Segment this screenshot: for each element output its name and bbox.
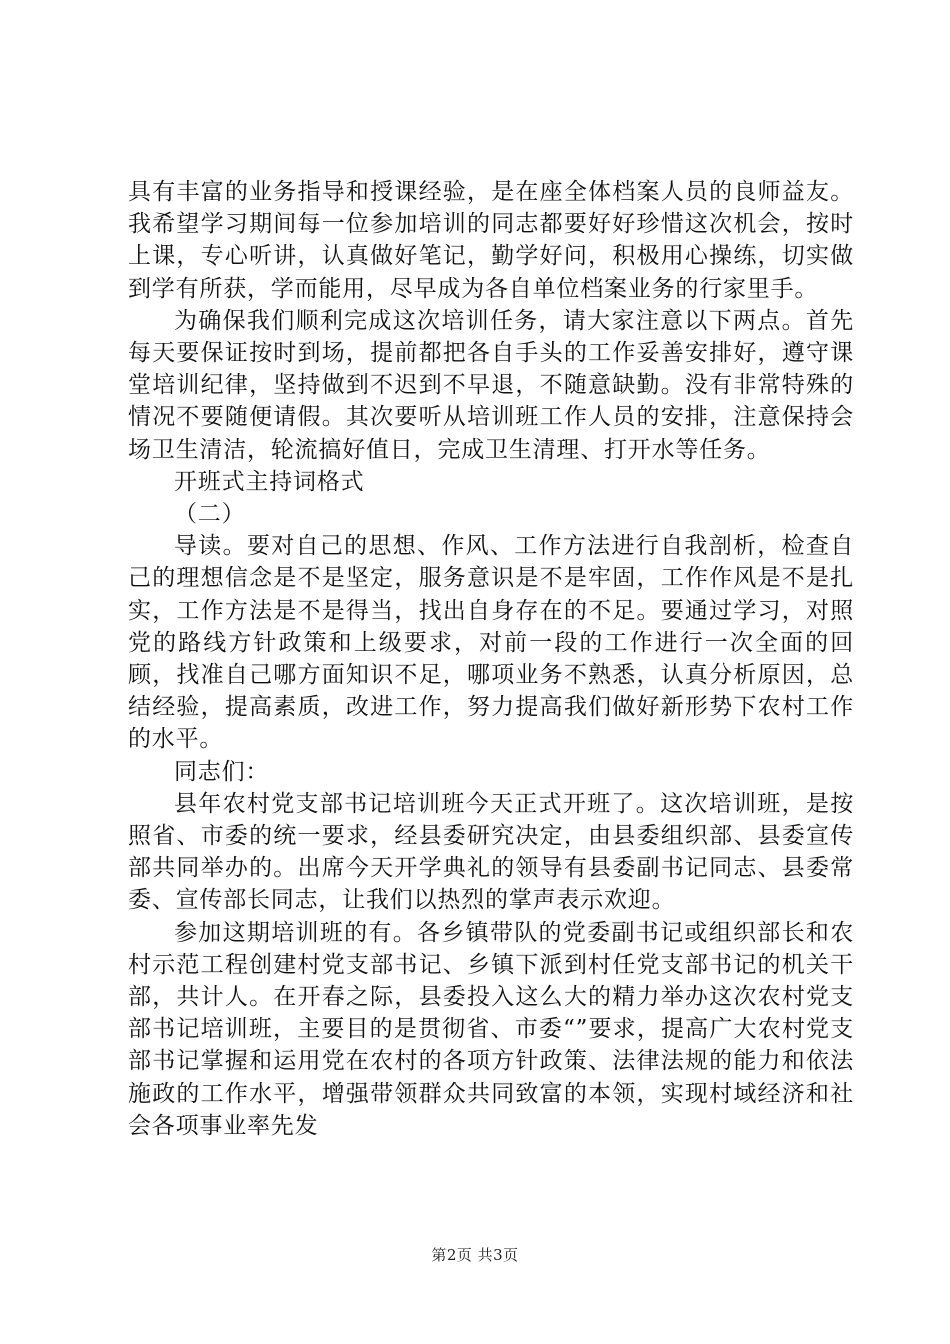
paragraph-introduction: 导读。要对自己的思想、作风、工作方法进行自我剖析，检查自己的理想信念是不是坚定，服务意识是不是牢固，工作作风是不是扎实，工作方法是不是得当，找出自身存在的不足。要通过学习，对照党的路线方针政策和上级要求，对前一段的工作进行一次全面的回顾，找准自己哪方面知识不足，哪项业务不熟悉，认真分析原因，总结经验，提高素质，改进工作，努力提高我们做好新形势下农村工作的水平。 [128, 533, 854, 753]
paragraph-continuation: 具有丰富的业务指导和授课经验，是在座全体档案人员的良师益友。我希望学习期间每一位参加培训的同志都要好好珍惜这次机会，按时上课，专心听讲，认真做好笔记，勤学好问，积极用心操练，切实做到学有所获，学而能用，尽早成为各自单位档案业务的行家里手。 [128, 179, 854, 302]
paragraph-training-notes: 为确保我们顺利完成这次培训任务，请大家注意以下两点。首先每天要保证按时到场，提前都把各自手头的工作妥善安排好，遵守课堂培训纪律，坚持做到不迟到不早退，不随意缺勤。没有非常特殊的情况不要随便请假。其次要听从培训班工作人员的安排，注意保持会场卫生清洁，轮流搞好值日，完成卫生清理、打开水等任务。 [128, 307, 854, 463]
paragraph-participants: 参加这期培训班的有。各乡镇带队的党委副书记或组织部长和农村示范工程创建村党支部书记、乡镇下派到村任党支部书记的机关干部，共计人。在开春之际，县委投入这么大的精力举办这次农村党支部书记培训班，主要目的是贯彻省、市委“”要求，提高广大农村党支部书记掌握和运用党在农村的各项方针政策、法律法规的能力和依法施政的工作水平，增强带领群众共同致富的本领，实现村域经济和社会各项事业率先发 [128, 919, 854, 1139]
page-footer: 第2页 共3页 [431, 1246, 519, 1264]
document-body [128, 176, 854, 1142]
section-title: 开班式主持词格式 [174, 468, 365, 495]
paragraph-salutation: 同志们： [174, 758, 270, 785]
section-number: （二） [174, 501, 246, 528]
paragraph-opening: 县年农村党支部书记培训班今天正式开班了。这次培训班，是按照省、市委的统一要求，经县委研究决定，由县委组织部、县委宣传部共同举办的。出席今天开学典礼的领导有县委副书记同志、县委常委、宣传部长同志，让我们以热烈的掌声表示欢迎。 [128, 790, 854, 914]
